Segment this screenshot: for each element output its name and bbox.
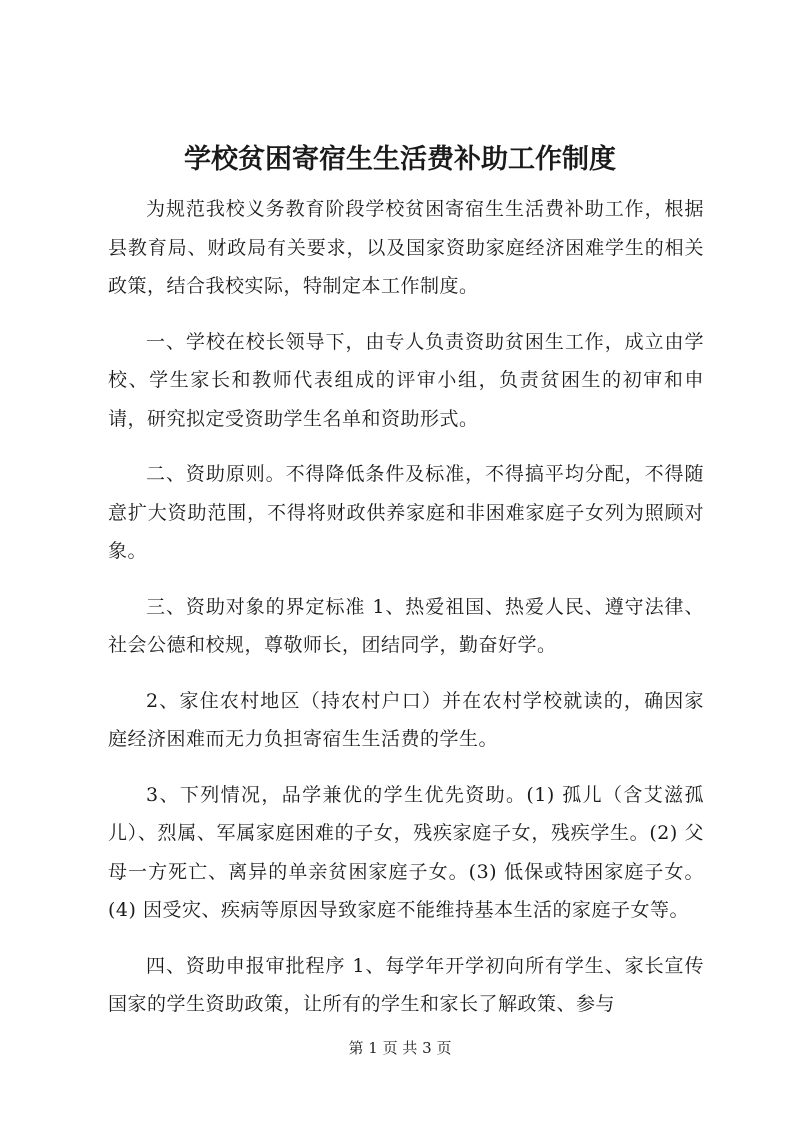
page-number-footer: 第 1 页 共 3 页 bbox=[348, 1039, 452, 1057]
paragraph-section-4: 四、资助申报审批程序 1、每学年开学初向所有学生、家长宣传国家的学生资助政策，让所有的学生和家长了解政策、参与 bbox=[108, 954, 704, 1015]
document-body bbox=[108, 190, 704, 1041]
paragraph-section-2: 二、资助原则。不得降低条件及标准，不得搞平均分配，不得随意扩大资助范围，不得将财政供养家庭和非困难家庭子女列为照顾对象。 bbox=[108, 463, 704, 562]
paragraph-section-3-item-2: 2、家住农村地区（持农村户口）并在农村学校就读的，确因家庭经济困难而无力负担寄宿生生活费的学生。 bbox=[108, 689, 704, 750]
paragraph-intro: 为规范我校义务教育阶段学校贫困寄宿生生活费补助工作，根据县教育局、财政局有关要求，以及国家资助家庭经济困难学生的相关政策，结合我校实际，特制定本工作制度。 bbox=[108, 198, 704, 297]
paragraph-section-1: 一、学校在校长领导下，由专人负责资助贫困生工作，成立由学校、学生家长和教师代表组成的评审小组，负责贫困生的初审和申请，研究拟定受资助学生名单和资助形式。 bbox=[108, 330, 704, 430]
paragraph-section-3-item-3: 3、下列情况，品学兼优的学生优先资助。(1) 孤儿（含艾滋孤儿）、烈属、军属家庭困难的子女，残疾家庭子女，残疾学生。(2) 父母一方死亡、离异的单亲贫困家庭子女。(3) 低保或特困家庭子女。(4) 因受灾、疾病等原因导致家庭不能维持基本生活的家庭子女等。 bbox=[108, 783, 704, 921]
document-title: 学校贫困寄宿生生活费补助工作制度 bbox=[184, 144, 616, 175]
paragraph-section-3: 三、资助对象的界定标准 1、热爱祖国、热爱人民、遵守法律、社会公德和校规，尊敬师长，团结同学，勤奋好学。 bbox=[108, 595, 704, 656]
